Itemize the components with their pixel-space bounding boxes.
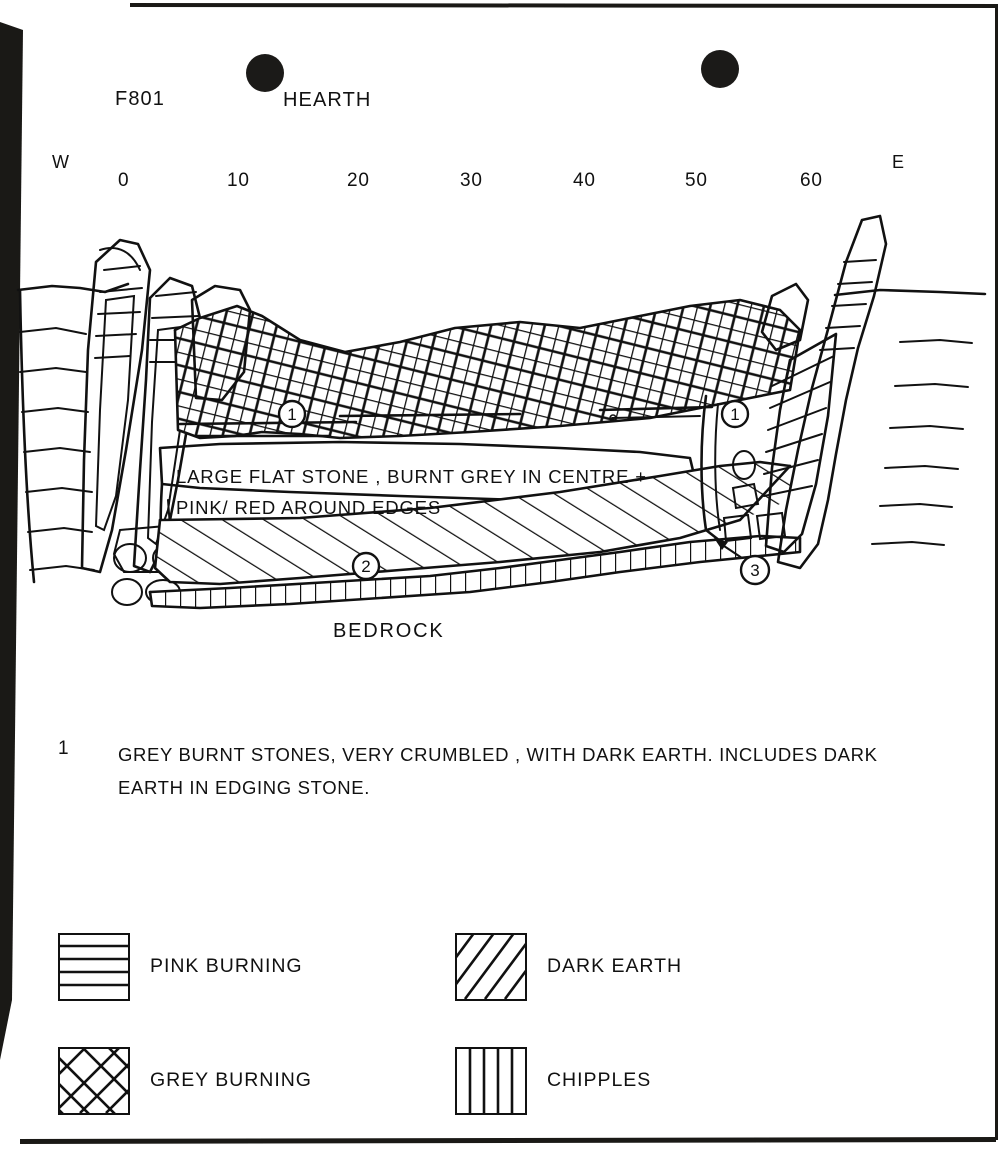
scale-tick-40: 40 [573, 170, 596, 191]
legend-label-grey-burning: GREY BURNING [150, 1069, 312, 1091]
context-marker-2 [353, 553, 379, 579]
context-marker-label: 2 [361, 557, 371, 576]
context-key-text-line2: EARTH IN EDGING STONE. [118, 777, 371, 798]
legend-swatch-pink-burning [58, 933, 130, 1001]
context-marker-1-right [722, 401, 748, 427]
scale-tick-20: 20 [347, 170, 370, 191]
hearth-marker-dot-left [246, 54, 284, 92]
legend-label-chipples: CHIPPLES [547, 1069, 652, 1091]
scale-tick-0: 0 [118, 170, 130, 191]
scale-tick-30: 30 [460, 170, 483, 191]
flat-stone-annotation-line1: LARGE FLAT STONE , BURNT GREY IN CENTRE + [176, 466, 647, 487]
flat-stone-annotation-line2: PINK/ RED AROUND EDGES [176, 497, 442, 518]
section-drawing [0, 200, 1000, 630]
compass-east: E [892, 152, 905, 172]
legend-swatch-chipples [455, 1047, 527, 1115]
feature-label: F801 [115, 88, 165, 110]
scale-tick-10: 10 [227, 170, 250, 191]
context-marker-label: 3 [750, 561, 760, 580]
bedrock-label: BEDROCK [333, 620, 445, 642]
scale-tick-50: 50 [685, 170, 708, 191]
scale-tick-60: 60 [800, 170, 823, 191]
hearth-label: HEARTH [283, 89, 372, 111]
hearth-marker-dot-right [701, 50, 739, 88]
context-key-text [118, 738, 878, 804]
context-marker-label: 1 [730, 405, 740, 424]
legend [0, 915, 1000, 1145]
legend-label-pink-burning: PINK BURNING [150, 955, 303, 977]
context-marker-1-left [279, 401, 305, 427]
legend-swatch-grey-burning [58, 1047, 130, 1115]
scan-edge-top [0, 0, 1000, 10]
legend-label-dark-earth: DARK EARTH [547, 955, 683, 977]
flat-stone-annotation [176, 461, 647, 523]
compass-west: W [52, 152, 70, 172]
context-key-text-line1: GREY BURNT STONES, VERY CRUMBLED , WITH DARK EARTH. INCLUDES DARK [118, 744, 878, 765]
context-marker-label: 1 [287, 405, 297, 424]
legend-swatch-dark-earth [455, 933, 527, 1001]
context-key-number: 1 [58, 738, 69, 759]
